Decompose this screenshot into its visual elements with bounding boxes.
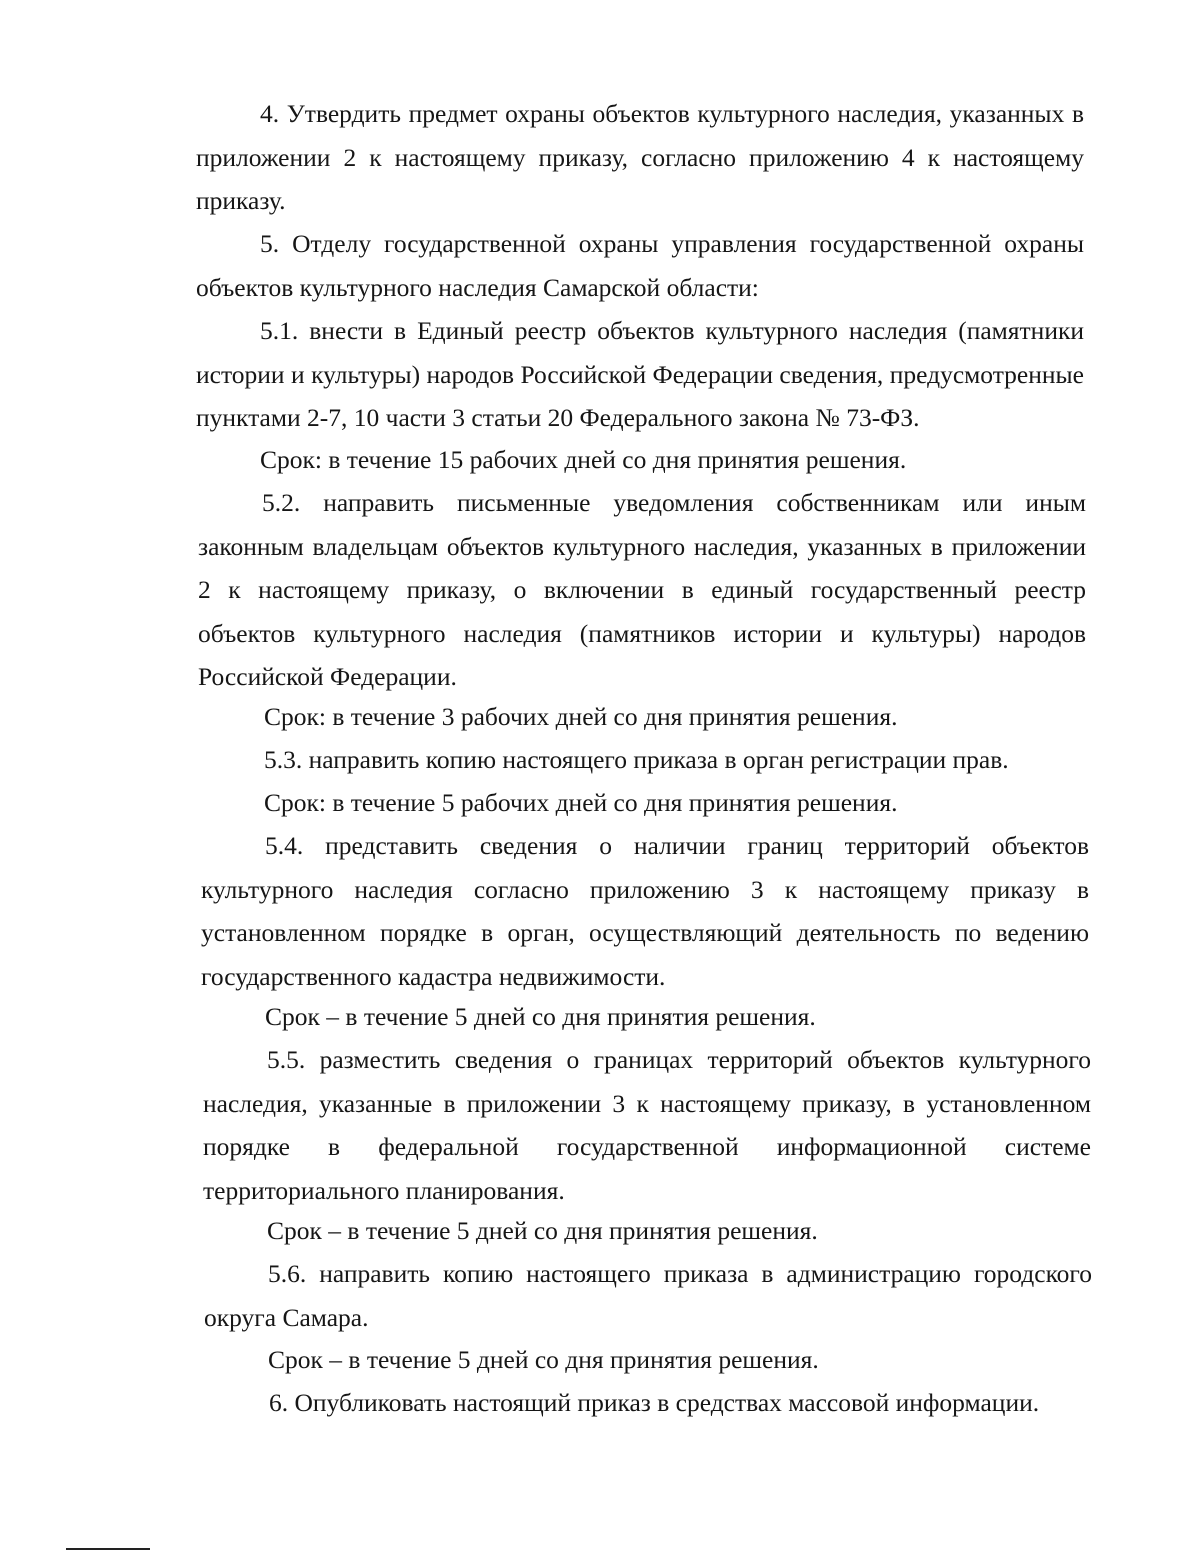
paragraph-item-5: 5. Отделу государственной охраны управления государственной охраны объектов культурного наследия Самарской области: [196, 229, 1084, 302]
paragraph-item-5-6: 5.6. направить копию настоящего приказа в администрацию городского округа Самара. [204, 1259, 1092, 1332]
paragraph-item-5-5: 5.5. разместить сведения о границах территорий объектов культурного наследия, указанные в приложении 3 к настоящему приказу, в установленном порядке в федеральной государственной информационной системе территориального планирования. [203, 1045, 1091, 1205]
paragraph-item-5-1: 5.1. внести в Единый реестр объектов культурного наследия (памятники истории и культуры) народов Российской Федерации сведения, предусмотренные пунктами 2-7, 10 части 3 статьи 20 Федерального закона № 73-ФЗ. [196, 316, 1084, 432]
paragraph-deadline-5-1: Срок: в течение 15 рабочих дней со дня принятия решения. [260, 445, 907, 474]
paragraph-deadline-5-5: Срок – в течение 5 дней со дня принятия решения. [267, 1216, 818, 1245]
paragraph-item-6: 6. Опубликовать настоящий приказ в средствах массовой информации. [269, 1388, 1040, 1417]
footnote-separator-line [66, 1548, 150, 1550]
paragraph-item-5-3: 5.3. направить копию настоящего приказа в орган регистрации прав. [264, 745, 1009, 774]
paragraph-item-5-2: 5.2. направить письменные уведомления собственникам или иным законным владельцам объектов культурного наследия, указанных в приложении 2 к настоящему приказу, о включении в единый государственный реестр объектов культурного наследия (памятников истории и культуры) народов Российской Федерации. [198, 488, 1086, 691]
paragraph-deadline-5-3: Срок: в течение 5 рабочих дней со дня принятия решения. [264, 788, 898, 817]
paragraph-deadline-5-4: Срок – в течение 5 дней со дня принятия решения. [265, 1002, 816, 1031]
paragraph-item-5-4: 5.4. представить сведения о наличии границ территорий объектов культурного наследия согласно приложению 3 к настоящему приказу в установленном порядке в орган, осуществляющий деятельность по ведению государственного кадастра недвижимости. [201, 831, 1089, 991]
paragraph-deadline-5-6: Срок – в течение 5 дней со дня принятия решения. [268, 1345, 819, 1374]
paragraph-deadline-5-2: Срок: в течение 3 рабочих дней со дня принятия решения. [264, 702, 898, 731]
paragraph-item-4: 4. Утвердить предмет охраны объектов культурного наследия, указанных в приложении 2 к настоящему приказу, согласно приложению 4 к настоящему приказу. [196, 99, 1084, 215]
